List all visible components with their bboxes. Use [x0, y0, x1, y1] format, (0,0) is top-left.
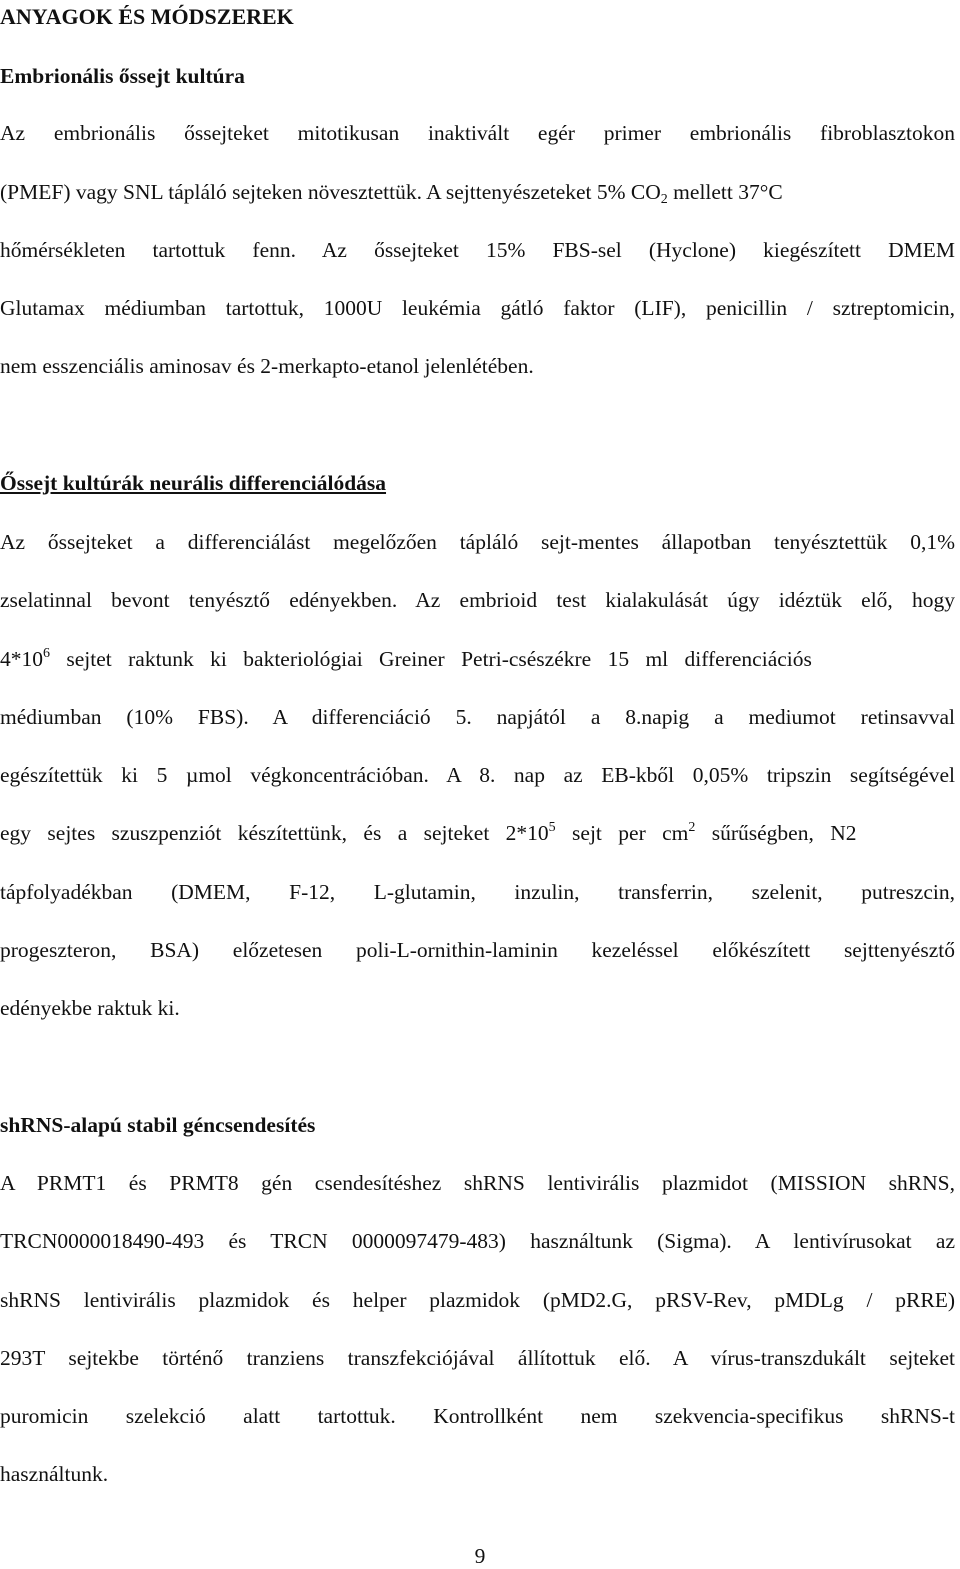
text-run: mellett 37°C	[667, 180, 783, 204]
section-heading-shrna-gene-silencing: shRNS-alapú stabil géncsendesítés	[0, 1113, 316, 1137]
superscript: 2	[688, 820, 696, 835]
paragraph-line: hőmérsékleten tartottuk fenn. Az őssejteket 15% FBS-sel (Hyclone) kiegészített DMEM	[0, 238, 955, 262]
paragraph-line	[0, 646, 955, 672]
paragraph-line: használtunk.	[0, 1462, 109, 1486]
paragraph-line: Az őssejteket a differenciálást megelőzően tápláló sejt-mentes állapotban tenyésztettük 0,1%	[0, 530, 955, 554]
paragraph-line: Glutamax médiumban tartottuk, 1000U leukémia gátló faktor (LIF), penicillin / sztreptomicin,	[0, 296, 955, 320]
paragraph-line	[0, 179, 955, 205]
paragraph-line: shRNS lentivirális plazmidok és helper plazmidok (pMD2.G, pRSV-Rev, pMDLg / pRRE)	[0, 1288, 955, 1312]
section-heading-embryonic-stem-cell-culture: Embrionális őssejt kultúra	[0, 64, 245, 88]
paragraph-line: egészítettük ki 5 µmol végkoncentrációban. A 8. nap az EB-kből 0,05% tripszin segítségével	[0, 763, 955, 787]
paragraph-line: progeszteron, BSA) előzetesen poli-L-ornithin-laminin kezeléssel előkészített sejttenyésztő	[0, 938, 955, 962]
subscript: 2	[660, 192, 668, 207]
paragraph-line: TRCN0000018490-493 és TRCN 0000097479-483) használtunk (Sigma). A lentivírusokat az	[0, 1229, 955, 1253]
text-run: sűrűségben, N2	[695, 821, 857, 845]
paragraph-line: puromicin szelekció alatt tartottuk. Kontrollként nem szekvencia-specifikus shRNS-t	[0, 1404, 955, 1428]
paragraph-line: médiumban (10% FBS). A differenciáció 5. napjától a 8.napig a mediumot retinsavval	[0, 705, 955, 729]
text-run: egy sejtes szuszpenziót készítettünk, és a sejteket 2*10	[0, 821, 549, 845]
paragraph-line: tápfolyadékban (DMEM, F-12, L-glutamin, inzulin, transferrin, szelenit, putreszcin,	[0, 880, 955, 904]
paragraph-line: Az embrionális őssejteket mitotikusan inaktivált egér primer embrionális fibroblasztokon	[0, 121, 955, 145]
superscript: 6	[43, 646, 50, 661]
section-heading-neural-differentiation: Őssejt kultúrák neurális differenciálódása	[0, 471, 387, 495]
text-run: (PMEF) vagy SNL tápláló sejteken növesztettük. A sejttenyészeteket 5% CO	[0, 180, 661, 204]
chapter-title: ANYAGOK ÉS MÓDSZEREK	[0, 4, 294, 29]
text-segment	[0, 179, 783, 205]
paragraph-line: A PRMT1 és PRMT8 gén csendesítéshez shRNS lentivirális plazmidot (MISSION shRNS,	[0, 1171, 955, 1195]
text-run: sejtet raktunk ki bakteriológiai Greiner Petri-csészékre 15 ml differenciációs	[50, 647, 812, 671]
superscript: 5	[548, 820, 556, 835]
paragraph-line: 293T sejtekbe történő tranziens transzfekciójával állítottuk elő. A vírus-transzdukált sejteket	[0, 1346, 955, 1370]
paragraph-line: nem esszenciális aminosav és 2-merkapto-etanol jelenlétében.	[0, 354, 534, 378]
page-number: 9	[474, 1544, 486, 1568]
paragraph-line: edényekbe raktuk ki.	[0, 996, 180, 1020]
text-run: sejt per cm	[555, 821, 689, 845]
text-run: 4*10	[0, 647, 43, 671]
paragraph-line	[0, 820, 955, 846]
paragraph-line: zselatinnal bevont tenyésztő edényekben. Az embrioid test kialakulását úgy idéztük elő, hogy	[0, 588, 955, 612]
